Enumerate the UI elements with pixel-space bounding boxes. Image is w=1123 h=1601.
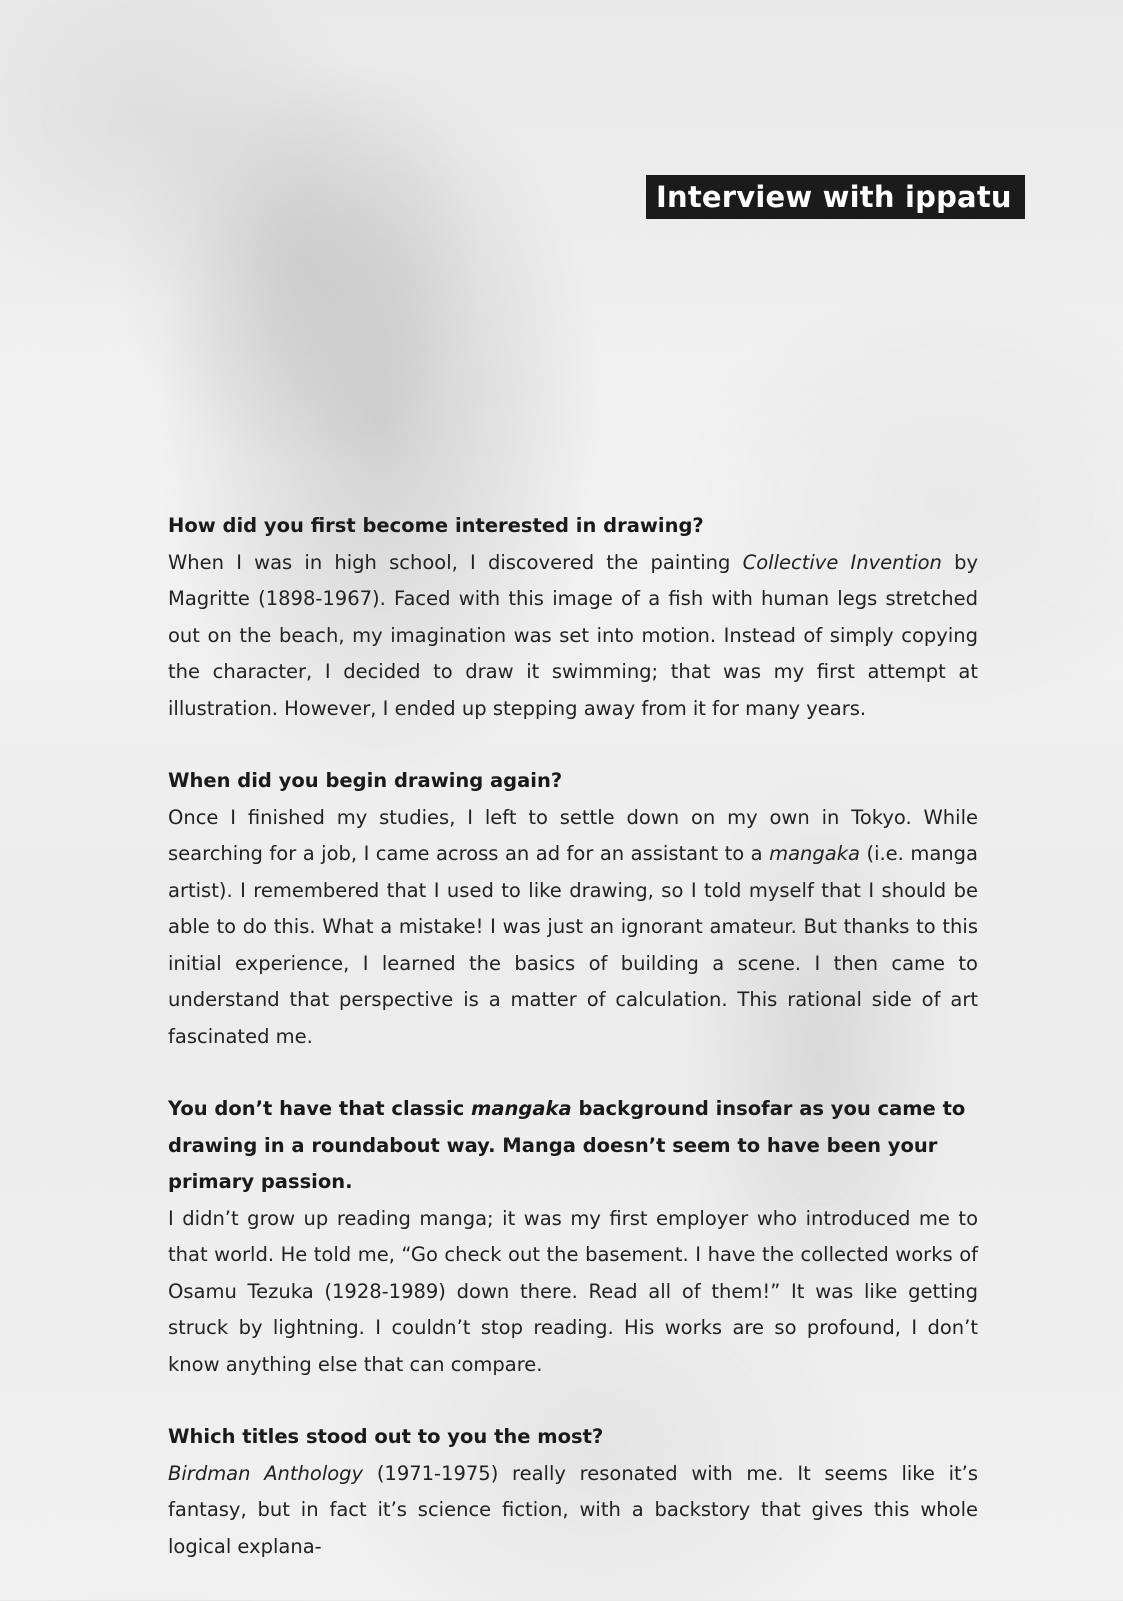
- qa-block-3: [168, 1091, 978, 1383]
- answer-4: [168, 1456, 978, 1566]
- question-3: [168, 1091, 978, 1201]
- answer-2-term: mangaka: [769, 842, 860, 865]
- qa-block-4: [168, 1419, 978, 1565]
- title-block: [646, 175, 1025, 219]
- answer-1-text-a: When I was in high school, I discovered the painting: [168, 550, 743, 574]
- answer-2-text-a: Once I finished my studies, I left to settle down on my own in Tokyo. While searching for a job, I came across an ad for an assistant to a: [168, 805, 978, 865]
- question-2: When did you begin drawing again?: [168, 769, 563, 792]
- qa-block-1: [168, 508, 978, 727]
- question-3-text-b: background insofar as you came to drawing in a roundabout way. Manga doesn’t seem to have been your primary passion.: [168, 1097, 966, 1193]
- question-3-term: mangaka: [471, 1097, 572, 1120]
- page-title: Interview with ippatu: [646, 175, 1025, 219]
- question-1: How did you first become interested in drawing?: [168, 514, 704, 537]
- answer-4-book-title: Birdman Anthology: [168, 1461, 364, 1485]
- answer-1-text-b: by Magritte (1898-1967). Faced with this image of a fish with human legs stretched out on the beach, my imagination was set into motion. Instead of simply copying the character, I decided to draw it swimming; that was my first attempt at illustration. However, I ended up stepping away from it for many years.: [168, 550, 978, 720]
- qa-block-2: [168, 763, 978, 1055]
- answer-1-painting-title: Collective Invention: [742, 550, 942, 574]
- answer-2: [168, 800, 978, 1056]
- answer-2-text-b: (i.e. manga artist). I remembered that I used to like drawing, so I told myself that I should be able to do this. What a mistake! I was just an ignorant amateur. But thanks to this initial experience, I learned the basics of building a scene. I then came to understand that perspective is a matter of calculation. This rational side of art fascinated me.: [168, 842, 978, 1048]
- answer-3: I didn’t grow up reading manga; it was my first employer who introduced me to that world. He told me, “Go check out the basement. I have the collected works of Osamu Tezuka (1928-1989) down there. Read all of them!” It was like getting struck by lightning. I couldn’t stop reading. His works are so profound, I don’t know anything else that can compare.: [168, 1206, 978, 1376]
- interview-body: [168, 508, 978, 1601]
- answer-1: [168, 545, 978, 728]
- question-3-text-a: You don’t have that classic: [168, 1097, 472, 1120]
- answer-4-text: (1971-1975) really resonated with me. It seems like it’s fantasy, but in fact it’s science fiction, with a backstory that gives this whole logical explana-: [168, 1461, 979, 1558]
- question-4: Which titles stood out to you the most?: [168, 1425, 604, 1448]
